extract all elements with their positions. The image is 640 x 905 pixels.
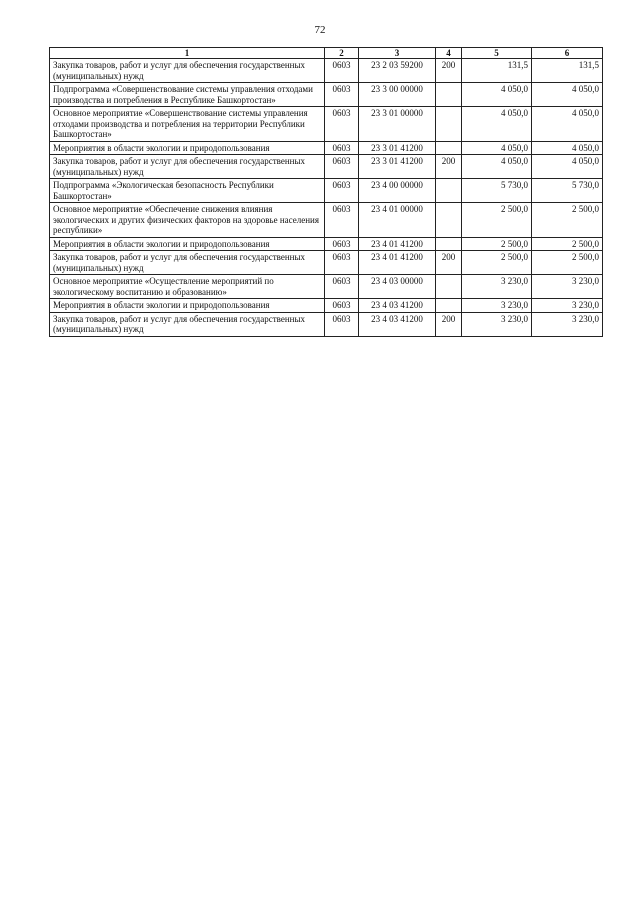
table-row <box>50 251 603 275</box>
row-kind-cell: 200 <box>436 251 462 275</box>
row-amount-2-cell: 4 050,0 <box>532 141 603 155</box>
header-cell-6: 6 <box>532 48 603 59</box>
budget-table <box>49 47 603 337</box>
row-target-cell: 23 4 03 41200 <box>359 299 436 313</box>
row-kind-cell <box>436 237 462 251</box>
row-amount-2-cell: 3 230,0 <box>532 312 603 336</box>
row-amount-2-cell: 131,5 <box>532 59 603 83</box>
row-target-cell: 23 4 03 00000 <box>359 275 436 299</box>
row-amount-2-cell: 4 050,0 <box>532 155 603 179</box>
row-section-cell: 0603 <box>325 275 359 299</box>
row-section-cell: 0603 <box>325 299 359 313</box>
row-section-cell: 0603 <box>325 107 359 142</box>
table-row <box>50 237 603 251</box>
table-row <box>50 203 603 238</box>
table-row <box>50 155 603 179</box>
row-amount-1-cell: 4 050,0 <box>462 155 532 179</box>
row-amount-1-cell: 5 730,0 <box>462 179 532 203</box>
row-kind-cell: 200 <box>436 312 462 336</box>
row-amount-1-cell: 2 500,0 <box>462 237 532 251</box>
row-amount-2-cell: 4 050,0 <box>532 83 603 107</box>
row-name-cell: Подпрограмма «Экологическая безопасность Республики Башкортостан» <box>50 179 325 203</box>
row-target-cell: 23 3 01 41200 <box>359 141 436 155</box>
row-kind-cell <box>436 275 462 299</box>
row-name-cell: Закупка товаров, работ и услуг для обеспечения государственных (муниципальных) нужд <box>50 59 325 83</box>
row-section-cell: 0603 <box>325 59 359 83</box>
row-kind-cell <box>436 203 462 238</box>
row-section-cell: 0603 <box>325 155 359 179</box>
row-kind-cell <box>436 141 462 155</box>
row-kind-cell: 200 <box>436 155 462 179</box>
header-cell-1: 1 <box>50 48 325 59</box>
row-kind-cell <box>436 179 462 203</box>
row-target-cell: 23 3 01 41200 <box>359 155 436 179</box>
row-amount-1-cell: 131,5 <box>462 59 532 83</box>
page-number: 72 <box>314 24 326 36</box>
row-name-cell: Основное мероприятие «Обеспечение снижения влияния экологических и других физических факторов на здоровье населения республики» <box>50 203 325 238</box>
row-amount-1-cell: 3 230,0 <box>462 299 532 313</box>
row-section-cell: 0603 <box>325 203 359 238</box>
header-cell-4: 4 <box>436 48 462 59</box>
row-kind-cell <box>436 83 462 107</box>
row-amount-1-cell: 3 230,0 <box>462 312 532 336</box>
header-row <box>50 48 603 59</box>
table-row <box>50 59 603 83</box>
row-target-cell: 23 4 01 41200 <box>359 251 436 275</box>
row-name-cell: Закупка товаров, работ и услуг для обеспечения государственных (муниципальных) нужд <box>50 155 325 179</box>
row-amount-2-cell: 2 500,0 <box>532 237 603 251</box>
row-amount-2-cell: 3 230,0 <box>532 299 603 313</box>
table-row <box>50 312 603 336</box>
row-section-cell: 0603 <box>325 251 359 275</box>
table-row <box>50 83 603 107</box>
row-section-cell: 0603 <box>325 83 359 107</box>
row-section-cell: 0603 <box>325 312 359 336</box>
row-name-cell: Мероприятия в области экологии и природопользования <box>50 237 325 251</box>
row-amount-1-cell: 4 050,0 <box>462 141 532 155</box>
row-amount-1-cell: 3 230,0 <box>462 275 532 299</box>
row-section-cell: 0603 <box>325 237 359 251</box>
row-name-cell: Мероприятия в области экологии и природопользования <box>50 141 325 155</box>
row-amount-1-cell: 2 500,0 <box>462 251 532 275</box>
row-target-cell: 23 3 01 00000 <box>359 107 436 142</box>
row-name-cell: Закупка товаров, работ и услуг для обеспечения государственных (муниципальных) нужд <box>50 251 325 275</box>
table-body <box>50 59 603 337</box>
table-header <box>50 48 603 59</box>
header-cell-5: 5 <box>462 48 532 59</box>
row-section-cell: 0603 <box>325 141 359 155</box>
row-amount-2-cell: 2 500,0 <box>532 203 603 238</box>
header-cell-2: 2 <box>325 48 359 59</box>
header-cell-3: 3 <box>359 48 436 59</box>
row-target-cell: 23 2 03 59200 <box>359 59 436 83</box>
table-row <box>50 179 603 203</box>
table-row <box>50 107 603 142</box>
row-amount-2-cell: 4 050,0 <box>532 107 603 142</box>
row-amount-1-cell: 2 500,0 <box>462 203 532 238</box>
row-name-cell: Основное мероприятие «Осуществление мероприятий по экологическому воспитанию и образованию» <box>50 275 325 299</box>
table-row <box>50 299 603 313</box>
row-amount-1-cell: 4 050,0 <box>462 107 532 142</box>
row-amount-1-cell: 4 050,0 <box>462 83 532 107</box>
row-name-cell: Мероприятия в области экологии и природопользования <box>50 299 325 313</box>
row-kind-cell <box>436 299 462 313</box>
row-kind-cell: 200 <box>436 59 462 83</box>
row-target-cell: 23 4 00 00000 <box>359 179 436 203</box>
row-target-cell: 23 4 01 41200 <box>359 237 436 251</box>
table-row <box>50 275 603 299</box>
row-kind-cell <box>436 107 462 142</box>
row-section-cell: 0603 <box>325 179 359 203</box>
row-name-cell: Основное мероприятие «Совершенствование системы управления отходами производства и потребления на территории Республики Башкортостан» <box>50 107 325 142</box>
row-target-cell: 23 4 03 41200 <box>359 312 436 336</box>
row-target-cell: 23 3 00 00000 <box>359 83 436 107</box>
row-name-cell: Подпрограмма «Совершенствование системы управления отходами производства и потребления в Республике Башкортостан» <box>50 83 325 107</box>
row-name-cell: Закупка товаров, работ и услуг для обеспечения государственных (муниципальных) нужд <box>50 312 325 336</box>
row-amount-2-cell: 3 230,0 <box>532 275 603 299</box>
row-target-cell: 23 4 01 00000 <box>359 203 436 238</box>
row-amount-2-cell: 5 730,0 <box>532 179 603 203</box>
table-row <box>50 141 603 155</box>
row-amount-2-cell: 2 500,0 <box>532 251 603 275</box>
